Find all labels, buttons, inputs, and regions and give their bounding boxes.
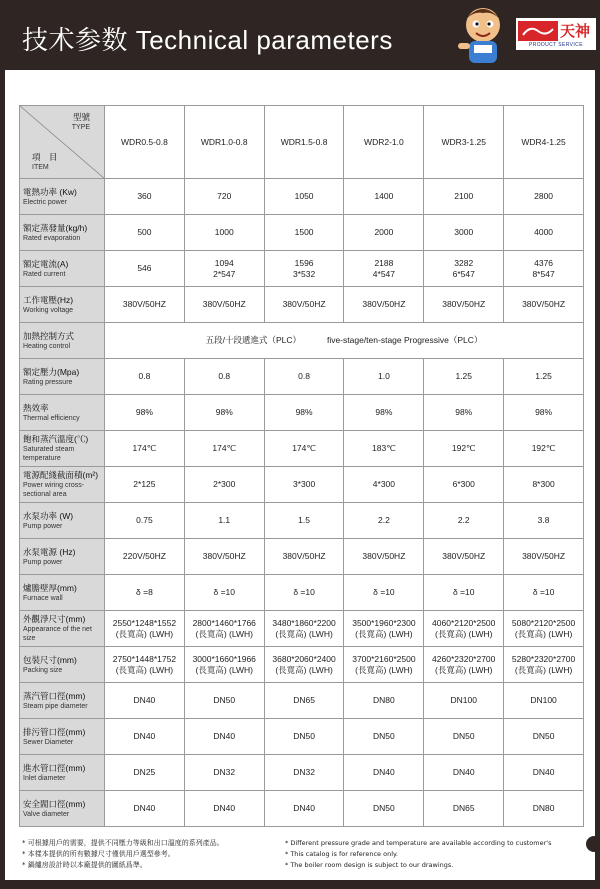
value-cell [424, 647, 504, 683]
value-cell: 0.8 [105, 359, 185, 395]
model-header-cell: WDR1.5-0.8 [264, 106, 344, 179]
table-row [20, 215, 584, 251]
value-cell: δ =10 [504, 575, 584, 611]
table-row [20, 467, 584, 503]
value-cell: DN40 [105, 719, 185, 755]
row-label-en: Heating control [23, 342, 71, 350]
value-line: (長寬高) (LWH) [115, 664, 174, 675]
value-cell: 380V/50HZ [424, 539, 504, 575]
value-cell: δ =8 [105, 575, 185, 611]
table-row [20, 503, 584, 539]
row-label-en: Thermal efficiency [23, 414, 80, 422]
model-header-cell: WDR0.5-0.8 [105, 106, 185, 179]
row-label-cell [20, 179, 105, 215]
table-row [20, 719, 584, 755]
merged-value-en: five-stage/ten-stage Progressive（PLC） [326, 335, 483, 345]
value-cell: 380V/50HZ [264, 287, 344, 323]
type-label-en: TYPE [71, 124, 90, 131]
value-line: (長寬高) (LWH) [514, 664, 573, 675]
row-label-cell [20, 575, 105, 611]
row-label-zh: 排污管口徑(mm) [23, 726, 86, 737]
value-cell [504, 647, 584, 683]
value-line: 6*547 [452, 268, 475, 279]
row-label-en: Packing size [23, 666, 63, 674]
table-row [20, 251, 584, 287]
row-label-cell [20, 683, 105, 719]
value-cell: 2*300 [184, 467, 264, 503]
value-cell: δ =10 [424, 575, 504, 611]
value-cell: DN65 [264, 683, 344, 719]
row-label-zh: 額定蒸發量(kg/h) [23, 222, 88, 233]
value-cell: 0.8 [184, 359, 264, 395]
notes-zh [22, 838, 224, 871]
value-line: 4376 [534, 257, 554, 268]
logo-subtitle: PRODUCT SERVICE [529, 42, 583, 48]
spec-table [19, 105, 584, 827]
value-cell: DN50 [424, 719, 504, 755]
value-line: 4*547 [372, 268, 395, 279]
value-cell [264, 611, 344, 647]
value-cell: 2.2 [424, 503, 504, 539]
row-label-cell [20, 431, 105, 467]
value-line: 3*532 [292, 268, 316, 279]
value-cell: 4*300 [344, 467, 424, 503]
value-cell: 98% [424, 395, 504, 431]
row-label-zh: 安全閥口徑(mm) [23, 798, 86, 809]
value-line: (長寬高) (LWH) [355, 664, 413, 675]
value-cell: 98% [105, 395, 185, 431]
value-line: 1094 [214, 257, 234, 268]
row-label-cell [20, 539, 105, 575]
row-label-zh: 水泵電源 (Hz) [23, 546, 76, 557]
model-header-cell: WDR4-1.25 [504, 106, 584, 179]
value-cell: 2*125 [105, 467, 185, 503]
value-cell: DN40 [424, 755, 504, 791]
value-cell: 98% [344, 395, 424, 431]
value-cell: 1.25 [424, 359, 504, 395]
value-cell: 1.0 [344, 359, 424, 395]
value-cell [264, 251, 344, 287]
value-cell: 1.1 [184, 503, 264, 539]
value-cell [504, 611, 584, 647]
row-label-cell [20, 359, 105, 395]
value-line: 4060*2120*2500 [432, 617, 496, 628]
value-cell: DN50 [184, 683, 264, 719]
value-cell: 380V/50HZ [344, 539, 424, 575]
value-line: 3282 [454, 257, 474, 268]
value-cell: 380V/50HZ [184, 539, 264, 575]
value-line: 5280*2320*2700 [511, 653, 576, 664]
value-cell: 183℃ [344, 431, 424, 467]
value-cell [344, 647, 424, 683]
model-header-cell: WDR2-1.0 [344, 106, 424, 179]
value-cell: DN40 [504, 755, 584, 791]
header-type-label [72, 112, 90, 132]
item-label-en: ITEM [32, 164, 49, 171]
value-line: (長寬高) (LWH) [275, 664, 333, 675]
row-label-zh: 額定電流(A) [23, 258, 69, 269]
value-cell [424, 251, 504, 287]
row-label-en: Working voltage [23, 306, 74, 314]
row-label-cell [20, 215, 105, 251]
value-cell: 1050 [264, 179, 344, 215]
value-cell: 3.8 [504, 503, 584, 539]
value-line: 3680*2060*2400 [272, 653, 336, 664]
row-label-cell [20, 791, 105, 827]
value-cell: 380V/50HZ [424, 287, 504, 323]
row-label-en: Power wiring cross-sectional area [23, 482, 85, 498]
logo-red-mark [518, 21, 558, 41]
row-label-zh: 熱效率 [23, 402, 49, 413]
table-row [20, 431, 584, 467]
value-line: 4260*2320*2700 [432, 653, 496, 664]
row-label-en: Inlet diameter [23, 774, 66, 782]
row-label-zh: 電源配綫截面積(m²) [23, 470, 99, 480]
merged-value-cell [105, 323, 584, 359]
value-cell: 1000 [184, 215, 264, 251]
table-header-row [20, 106, 584, 179]
value-cell: 500 [105, 215, 185, 251]
table-row [20, 575, 584, 611]
value-line: (長寬高) (LWH) [435, 628, 493, 639]
value-cell: 2.2 [344, 503, 424, 539]
value-cell: 192℃ [504, 431, 584, 467]
note-en-3: * The boiler room design is subject to our drawings. [285, 861, 454, 869]
value-cell: DN100 [504, 683, 584, 719]
item-label-zh: 項 目 [32, 152, 58, 162]
row-label-en: Steam pipe diameter [23, 702, 88, 710]
value-cell [184, 251, 264, 287]
value-line: (長寬高) (LWH) [355, 628, 413, 639]
value-cell: 380V/50HZ [504, 287, 584, 323]
value-cell: 380V/50HZ [184, 287, 264, 323]
value-cell [424, 611, 504, 647]
model-header-cell: WDR3-1.25 [424, 106, 504, 179]
value-line: (長寬高) (LWH) [195, 628, 253, 639]
value-cell: 1400 [344, 179, 424, 215]
row-label-zh: 進水管口徑(mm) [23, 762, 86, 773]
value-cell: 220V/50HZ [105, 539, 185, 575]
value-line: 2800*1460*1766 [192, 617, 256, 628]
value-cell: DN40 [184, 719, 264, 755]
table-row [20, 647, 584, 683]
logo-chinese-text: 天神 [560, 22, 591, 40]
value-cell: 174℃ [264, 431, 344, 467]
value-cell: DN50 [264, 719, 344, 755]
row-label-cell [20, 647, 105, 683]
value-cell: 720 [184, 179, 264, 215]
row-label-cell [20, 323, 105, 359]
value-cell: 4000 [504, 215, 584, 251]
row-label-cell [20, 251, 105, 287]
brand-logo [516, 18, 596, 50]
value-line: 2*547 [213, 268, 236, 279]
value-cell [344, 611, 424, 647]
row-label-en: Furnace wall [23, 594, 63, 602]
value-cell: DN80 [504, 791, 584, 827]
value-cell: 98% [264, 395, 344, 431]
value-cell [344, 251, 424, 287]
value-line: 2550*1248*1552 [112, 617, 177, 628]
merged-spacer [301, 335, 327, 345]
value-cell: DN40 [105, 683, 185, 719]
value-line: 5080*2120*2500 [511, 617, 576, 628]
row-label-cell [20, 755, 105, 791]
value-cell: DN40 [105, 791, 185, 827]
value-cell [105, 611, 185, 647]
value-cell: δ =10 [264, 575, 344, 611]
value-cell: 2000 [344, 215, 424, 251]
mascot-icon [452, 3, 514, 67]
value-line: (長寬高) (LWH) [435, 664, 493, 675]
value-cell: 174℃ [184, 431, 264, 467]
note-en-1: * Different pressure grade and temperature are available according to customer's [285, 839, 552, 847]
value-cell: 0.75 [105, 503, 185, 539]
right-border [595, 70, 600, 889]
table-row [20, 755, 584, 791]
value-cell [264, 647, 344, 683]
value-cell: DN40 [344, 755, 424, 791]
row-label-en: Pump power [23, 558, 63, 566]
value-line: (長寬高) (LWH) [514, 628, 573, 639]
row-label-en: Sewer Diameter [23, 738, 74, 746]
table-row [20, 791, 584, 827]
row-label-en: Electric power [23, 198, 67, 206]
value-line: 3000*1660*1966 [192, 653, 256, 664]
value-line: 3480*1860*2200 [272, 617, 336, 628]
value-cell: 2800 [504, 179, 584, 215]
value-cell: 1.25 [504, 359, 584, 395]
row-label-zh: 飽和蒸汽溫度(℃) [23, 434, 89, 444]
page-marker [586, 836, 600, 852]
table-row [20, 323, 584, 359]
merged-value-zh: 五段/十段遞進式（PLC） [205, 335, 301, 345]
note-zh-3: * 鍋爐房設計時以本廠提供的圖紙爲準。 [22, 861, 147, 869]
row-label-zh: 加熱控制方式 [23, 330, 75, 341]
value-cell [105, 251, 185, 287]
notes-en [285, 838, 551, 871]
row-label-en: Appearance of the net size [23, 626, 92, 642]
value-cell: 6*300 [424, 467, 504, 503]
value-cell: 380V/50HZ [504, 539, 584, 575]
row-label-cell [20, 611, 105, 647]
row-label-zh: 外觀淨尺寸(mm) [23, 614, 86, 624]
row-label-en: Pump power [23, 522, 63, 530]
value-cell: DN50 [344, 719, 424, 755]
row-label-cell [20, 503, 105, 539]
value-cell: 98% [504, 395, 584, 431]
value-cell: δ =10 [184, 575, 264, 611]
note-en-2: * This catalog is for reference only. [285, 850, 398, 858]
row-label-en: Valve diameter [23, 810, 70, 818]
value-cell: 360 [105, 179, 185, 215]
value-line: 2188 [374, 257, 394, 268]
row-label-zh: 水泵功率 (W) [23, 510, 74, 521]
note-zh-2: * 本樣本提供的所有數據尺寸僅供用戶選型參考。 [22, 850, 175, 858]
bottom-border [0, 880, 600, 889]
value-cell: DN50 [504, 719, 584, 755]
value-line: (長寬高) (LWH) [275, 628, 333, 639]
value-cell: 2100 [424, 179, 504, 215]
value-cell: DN40 [264, 791, 344, 827]
value-line: 546 [137, 263, 152, 273]
value-cell: 8*300 [504, 467, 584, 503]
left-border [0, 70, 5, 889]
value-line: 1596 [294, 257, 314, 268]
table-row [20, 611, 584, 647]
value-cell: 174℃ [105, 431, 185, 467]
row-label-cell [20, 719, 105, 755]
value-cell: 3000 [424, 215, 504, 251]
value-cell: 1.5 [264, 503, 344, 539]
value-cell: DN65 [424, 791, 504, 827]
value-line: 3700*2160*2500 [352, 653, 416, 664]
model-header-cell: WDR1.0-0.8 [184, 106, 264, 179]
value-cell [504, 251, 584, 287]
row-label-zh: 蒸汽管口徑(mm) [23, 690, 86, 701]
table-row [20, 359, 584, 395]
value-cell: DN32 [264, 755, 344, 791]
row-label-zh: 額定壓力(Mpa) [23, 366, 80, 377]
row-label-cell [20, 467, 105, 503]
value-cell [184, 611, 264, 647]
row-label-zh: 電熱功率 (Kw) [23, 186, 77, 197]
value-line: (長寬高) (LWH) [115, 628, 174, 639]
value-line: 8*547 [532, 268, 555, 279]
row-label-zh: 包裝尺寸(mm) [23, 654, 77, 665]
note-zh-1: * 可根據用戶的需要，提供不同壓力等級和出口溫度的系列產品。 [22, 839, 224, 847]
value-cell: DN80 [344, 683, 424, 719]
table-row [20, 539, 584, 575]
value-line: 2750*1448*1752 [112, 653, 177, 664]
page-title: 技术参数 Technical parameters [22, 25, 393, 55]
row-label-en: Saturated steam temperature [23, 446, 75, 462]
row-label-zh: 工作電壓(Hz) [23, 294, 74, 305]
value-cell: DN100 [424, 683, 504, 719]
value-cell: DN32 [184, 755, 264, 791]
value-cell: 0.8 [264, 359, 344, 395]
page-header [0, 0, 600, 70]
value-cell: 192℃ [424, 431, 504, 467]
table-row [20, 287, 584, 323]
value-cell: DN25 [105, 755, 185, 791]
header-item-label [32, 152, 58, 172]
value-cell: DN50 [344, 791, 424, 827]
table-row [20, 683, 584, 719]
row-label-en: Rated evaporation [23, 234, 81, 242]
type-label-zh: 型號 [72, 112, 90, 122]
header-corner-cell [20, 106, 105, 179]
table-row [20, 395, 584, 431]
value-cell: 380V/50HZ [344, 287, 424, 323]
value-line: (長寬高) (LWH) [195, 664, 253, 675]
value-cell: δ =10 [344, 575, 424, 611]
value-cell: 1500 [264, 215, 344, 251]
value-cell [184, 647, 264, 683]
table-row [20, 179, 584, 215]
row-label-cell [20, 287, 105, 323]
value-cell: DN40 [184, 791, 264, 827]
value-cell: 3*300 [264, 467, 344, 503]
value-cell: 380V/50HZ [264, 539, 344, 575]
row-label-cell [20, 395, 105, 431]
row-label-en: Rating pressure [23, 378, 73, 386]
value-cell [105, 647, 185, 683]
value-line: 3500*1960*2300 [352, 617, 416, 628]
value-cell: 380V/50HZ [105, 287, 185, 323]
row-label-en: Rated current [23, 270, 66, 278]
value-cell: 98% [184, 395, 264, 431]
row-label-zh: 爐膽壁厚(mm) [23, 582, 77, 593]
